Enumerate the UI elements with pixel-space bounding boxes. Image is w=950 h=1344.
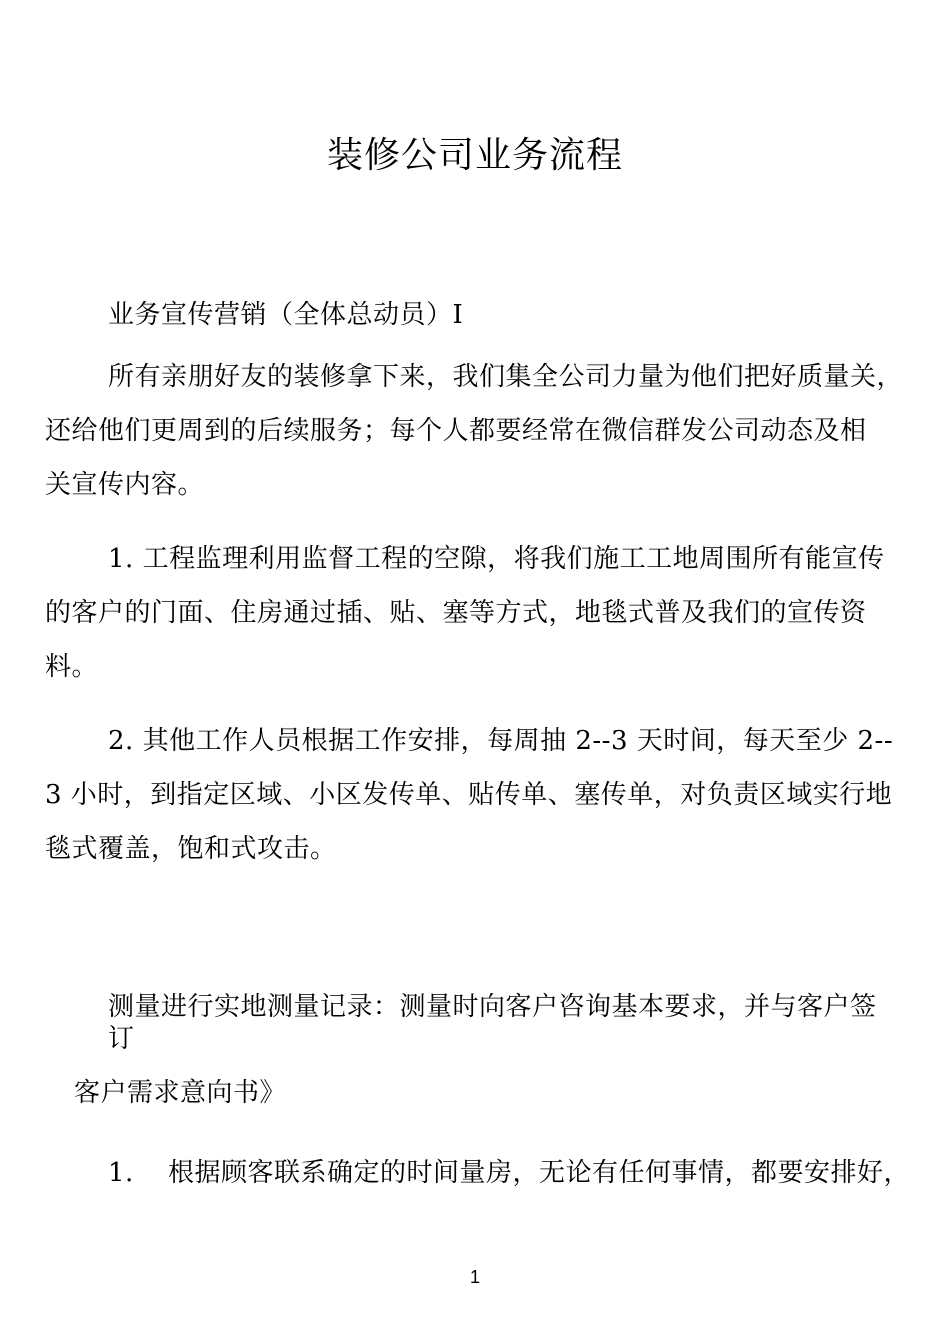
list-item-line: 根据顾客联系确定的时间量房，无论有任何事情，都要安排好，: [168, 1158, 911, 1188]
page-number: 1: [469, 1267, 480, 1287]
list-item-line: 2. 其他工作人员根据工作安排，每周抽 2--3 天时间，每天至少 2--: [108, 726, 894, 756]
section-heading-marketing: 业务宣传营销（全体总动员）I: [108, 300, 464, 330]
list-item-line: 的客户的门面、住房通过插、贴、塞等方式，地毯式普及我们的宣传资: [45, 598, 867, 628]
list-item-line: 毯式覆盖，饱和式攻击。: [45, 834, 337, 864]
paragraph-line: 还给他们更周到的后续服务；每个人都要经常在微信群发公司动态及相: [45, 416, 867, 446]
list-item-number: 1.: [108, 1158, 134, 1188]
paragraph-line: 关宣传内容。: [45, 470, 205, 500]
section-subheading: 客户需求意向书》: [74, 1078, 287, 1108]
section-heading-measurement: 测量进行实地测量记录：测量时向客户咨询基本要求，并与客户签: [108, 992, 877, 1022]
list-item-line: 1. 工程监理利用监督工程的空隙，将我们施工工地周围所有能宣传: [108, 544, 885, 574]
section-heading-measurement-cont: 订: [108, 1024, 135, 1054]
list-item-line: 3 小时，到指定区域、小区发传单、贴传单、塞传单，对负责区域实行地: [45, 780, 893, 810]
document-title: 装修公司业务流程: [326, 135, 623, 176]
list-item-line: 料。: [45, 652, 99, 682]
paragraph-line: 所有亲朋好友的装修拿下来，我们集全公司力量为他们把好质量关，: [108, 362, 904, 392]
